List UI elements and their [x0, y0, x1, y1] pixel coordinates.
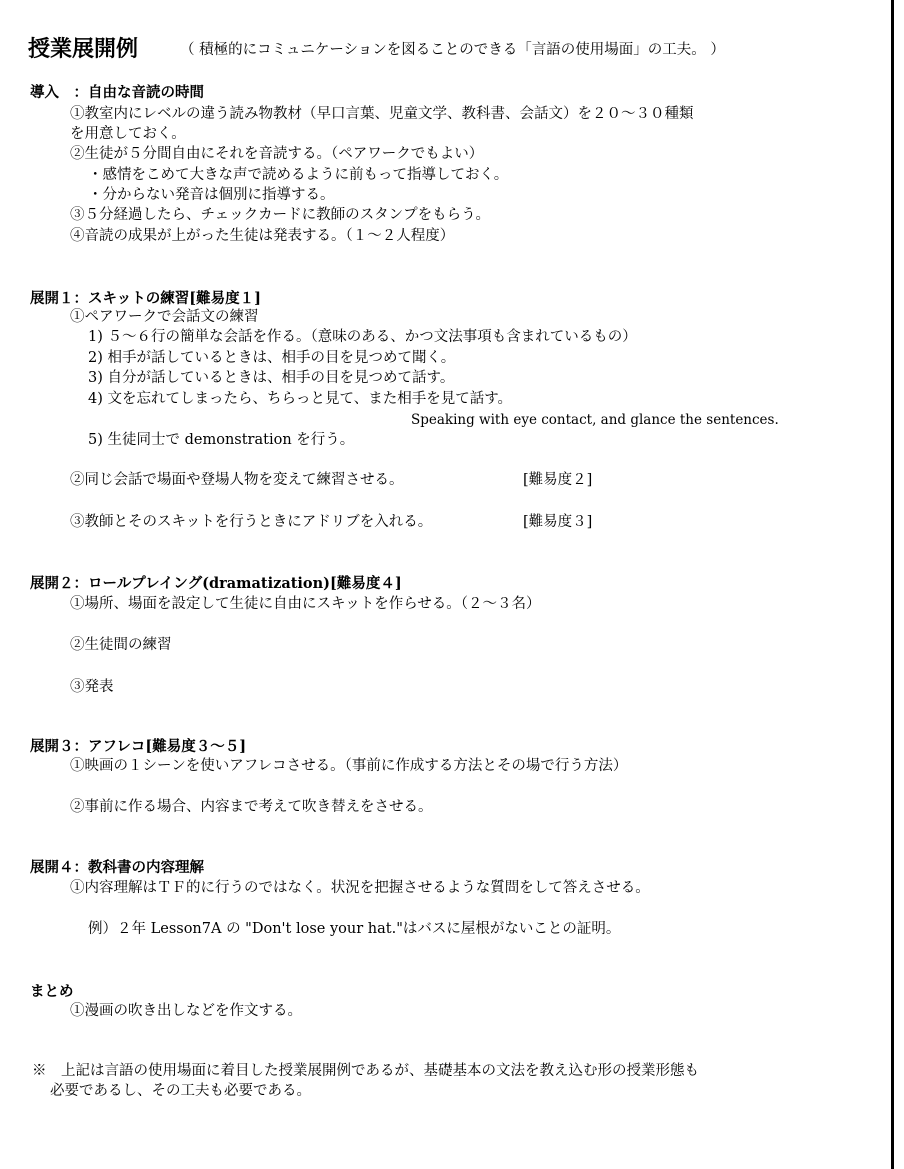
page-title: 授業展開例: [28, 36, 139, 62]
dev3-heading: 展開３：アフレコ[難易度３～５]: [30, 738, 247, 755]
dev2-heading: 展開２：ロールプレイング(dramatization)[難易度４]: [30, 575, 402, 592]
difficulty-label: [難易度３]: [523, 514, 593, 530]
dev3-item: ①映画の１シーンを使いアフレコさせる。（事前に作成する方法とその場で行う方法）: [70, 758, 628, 774]
dev4-example: 例）２年 Lesson7A の "Don't lose your hat."はバスに屋根がないことの証明。: [88, 921, 621, 937]
dev4-heading: 展開４：教科書の内容理解: [30, 859, 204, 876]
intro-line: ④音読の成果が上がった生徒は発表する。（１～２人程度）: [70, 228, 455, 244]
dev1-sub-item: 5) 生徒同士で demonstration を行う。: [88, 432, 355, 448]
dev2-item: ①場所、場面を設定して生徒に自由にスキットを作らせる。（２～３名）: [70, 596, 541, 612]
dev3-item: ②事前に作る場合、内容まで考えて吹き替えをさせる。: [70, 799, 433, 815]
footnote-line: 必要であるし、その工夫も必要である。: [50, 1083, 311, 1099]
intro-line: ③５分経過したら、チェックカードに教師のスタンプをもらう。: [70, 207, 491, 223]
summary-item: ①漫画の吹き出しなどを作文する。: [70, 1003, 302, 1019]
intro-heading: 導入 ：自由な音読の時間: [30, 84, 204, 101]
dev2-item: ②生徒間の練習: [70, 637, 172, 653]
footnote-line: ※ 上記は言語の使用場面に着目した授業展開例であるが、基礎基本の文法を教え込む形の授業形態も: [32, 1063, 699, 1079]
page-subtitle: （ 積極的にコミュニケーションを図ることのできる「言語の使用場面」の工夫。 ）: [180, 42, 725, 58]
intro-line: ・分からない発音は個別に指導する。: [88, 187, 335, 203]
intro-line: ・感情をこめて大きな声で読めるように前もって指導しておく。: [88, 167, 509, 183]
intro-line: を用意しておく。: [70, 126, 186, 142]
page-edge-line: [891, 0, 894, 1169]
dev1-sub-item: 1) ５～６行の簡単な会話を作る。（意味のある、かつ文法事項も含まれているもの）: [88, 329, 637, 345]
dev1-sub-item: 2) 相手が話しているときは、相手の目を見つめて聞く。: [88, 350, 456, 366]
english-note: Speaking with eye contact, and glance the sentences.: [411, 412, 779, 428]
dev4-item: ①内容理解はＴＦ的に行うのではなく。状況を把握させるような質問をして答えさせる。: [70, 880, 650, 896]
summary-heading: まとめ: [30, 983, 74, 1000]
dev1-heading: 展開１：スキットの練習[難易度１]: [30, 290, 261, 307]
dev2-item: ③発表: [70, 679, 114, 695]
dev1-sub-item: 3) 自分が話しているときは、相手の目を見つめて話す。: [88, 370, 455, 386]
intro-line: ①教室内にレベルの違う読み物教材（早口言葉、児童文学、教科書、会話文）を２０～３０種類: [70, 106, 694, 122]
dev1-sub-item: 4) 文を忘れてしまったら、ちらっと見て、また相手を見て話す。: [88, 391, 513, 407]
dev1-item: ③教師とそのスキットを行うときにアドリブを入れる。: [70, 514, 433, 530]
difficulty-label: [難易度２]: [523, 472, 593, 488]
dev1-item: ②同じ会話で場面や登場人物を変えて練習させる。: [70, 472, 404, 488]
dev1-item: ①ペアワークで会話文の練習: [70, 309, 259, 325]
intro-line: ②生徒が５分間自由にそれを音読する。（ペアワークでもよい）: [70, 146, 484, 162]
